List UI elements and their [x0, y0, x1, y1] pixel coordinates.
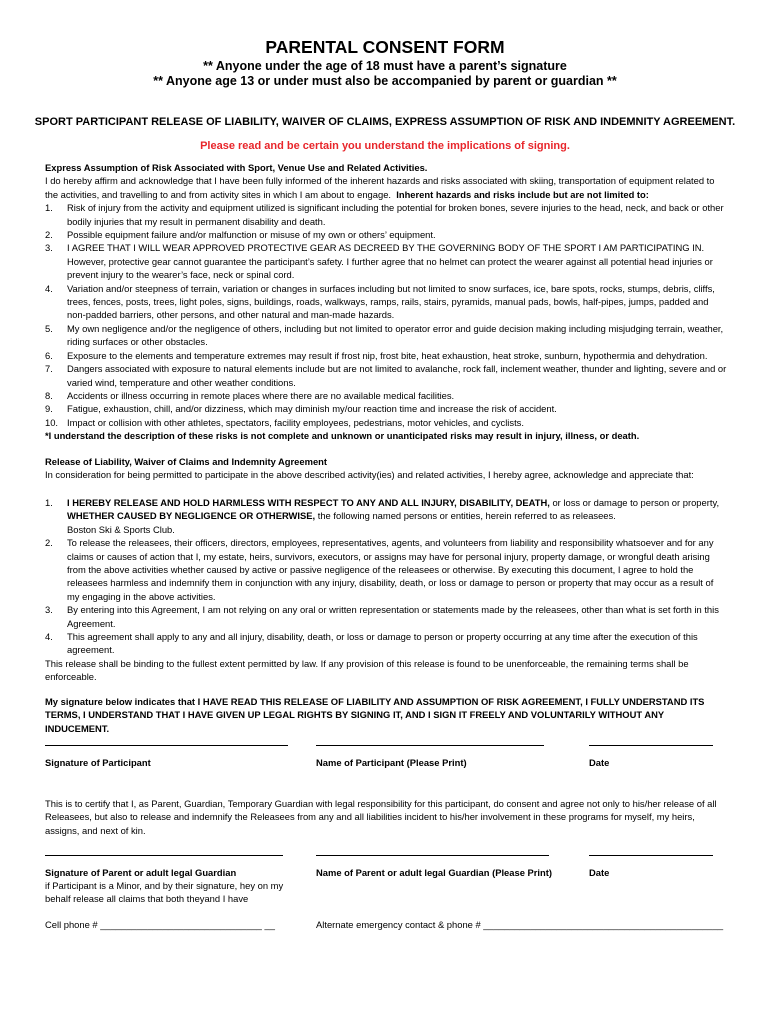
participant-signature-line[interactable]	[45, 745, 288, 746]
age-13-notice: ** Anyone age 13 or under must also be accompanied by parent or guardian **	[153, 74, 617, 88]
risk-list	[45, 201, 727, 429]
warning-text: Please read and be certain you understand the implications of signing.	[200, 140, 570, 152]
guardian-date-line[interactable]	[589, 855, 713, 856]
item-text: Risk of injury from the activity and equipment utilized is significant including the potential for broken bones, severe injuries to the head, neck, and back or other bodily injuries that my result in permanent disability and death.	[67, 202, 724, 227]
release-section	[45, 455, 727, 482]
item-number: 5.	[45, 322, 53, 334]
item-text: Dangers associated with exposure to natural elements include but are not limited to avalanche, rock fall, inclement weather, thunder and lighting, severe and or varied wind, temperature and other weather conditions.	[67, 363, 727, 388]
item-number: 10.	[45, 416, 59, 428]
list-item	[45, 362, 727, 389]
risk-intro-bold: Inherent hazards and risks include but are not limited to:	[396, 188, 649, 200]
guardian-date-label: Date	[589, 867, 610, 878]
list-item	[45, 603, 727, 630]
list-item	[45, 241, 727, 281]
item-number: 2.	[45, 229, 53, 241]
item-text: My own negligence and/or the negligence of others, including but not limited to operator error and guide decision making including misjudging terrain, weather, riding surfaces or other obstacles.	[67, 322, 724, 348]
list-item	[45, 496, 727, 536]
guardian-signature-line[interactable]	[45, 855, 283, 856]
alternate-contact-blank[interactable]: ______________________________________________	[483, 919, 724, 930]
guardian-name-label: Name of Parent or adult legal Guardian (Please Print)	[316, 867, 552, 878]
participant-name-line[interactable]	[316, 745, 544, 746]
guardian-note-line-1: if Participant is a Minor, and by their signature, hey on my	[45, 880, 284, 891]
list-item	[45, 282, 727, 322]
item-text: To release the releasees, their officers, directors, employees, representatives, agents, and volunteers from liability and responsibility whatsoever and for any claims or causes of action that I, my estate, heirs, survivors, executors, or assigns may have for personal injury, property damage, or wrongful death arising from the above activities whether caused by active or passive negligence of the releasees or otherwise. By executing this document, I agree to hold the releasees harmless and indemnify them in conjunction with any injury, disability, death, or loss or damage to person or property that may occur as a result of my engaging in the above activities.	[67, 537, 714, 602]
release-bold-text: I HEREBY RELEASE AND HOLD HARMLESS WITH RESPECT TO ANY AND ALL INJURY, DISABILITY, DEATH,	[67, 497, 550, 508]
cell-phone-label: Cell phone #	[45, 919, 98, 930]
alternate-contact-label: Alternate emergency contact & phone #	[316, 919, 481, 930]
participant-name-label: Name of Participant (Please Print)	[316, 757, 467, 768]
risk-section	[45, 161, 727, 443]
cell-phone-field[interactable]	[45, 918, 275, 931]
item-number: 7.	[45, 363, 53, 375]
list-item	[45, 228, 727, 241]
age-18-notice: ** Anyone under the age of 18 must have a parent’s signature	[203, 59, 567, 73]
item-text: This agreement shall apply to any and all injury, disability, death, or loss or damage to person or property occurring at any time after the execution of this agreement.	[67, 631, 698, 656]
release-bold-text-2: WHETHER CAUSED BY NEGLIGENCE OR OTHERWISE,	[67, 510, 316, 522]
item-number: 6.	[45, 349, 53, 361]
risk-intro-text: I do hereby affirm and acknowledge that I have been fully informed of the inherent hazards and risks associated with skiing, transportation of equipment related to the activities, and travelling to and from activity sites in which I am about to engage.	[45, 175, 715, 200]
release-binding: This release shall be binding to the fullest extent permitted by law. If any provision of this release is found to be unenforceable, the remaining terms shall be enforceable.	[45, 657, 689, 683]
acknowledgment: My signature below indicates that I HAVE READ THIS RELEASE OF LIABILITY AND ASSUMPTION OF RISK AGREEMENT, I FULLY UNDERSTAND ITS TERMS, I UNDERSTAND THAT I HAVE GIVEN UP LEGAL RIGHTS BY SIGNING IT, AND I SIGN IT FREELY AND VOLUNTARILY WITHOUT ANY INDUCEMENT.	[45, 696, 705, 734]
item-text: Possible equipment failure and/or malfunction or misuse of my own or others’ equipment.	[67, 229, 436, 241]
list-item	[45, 322, 727, 349]
item-number: 8.	[45, 389, 53, 401]
list-item	[45, 349, 727, 362]
participant-signature-label: Signature of Participant	[45, 757, 151, 768]
item-text: Variation and/or steepness of terrain, variation or changes in surfaces including but not limited to snow surfaces, ice, bare spots, rocks, stumps, debris, cliffs, trees, fences, posts, trees, light poles, signs, buildings, roads, walkways, ramps, rails, stairs, pyramids, manual pads, bowls, half-pipes, jumps, padded and non-padded barriers, other persons, and other natural and man-made hazards.	[67, 282, 715, 321]
risk-intro	[45, 174, 727, 201]
item-text: Fatigue, exhaustion, chill, and/or dizziness, which may diminish my/our reaction time and increase the risk of accident.	[67, 403, 557, 415]
item-number: 4.	[45, 631, 53, 643]
list-item	[45, 402, 727, 415]
risk-closing: *I understand the description of these risks is not complete and unknown or unanticipated risks may result in injury, illness, or death.	[45, 430, 640, 442]
guardian-note-line-2: behalf release all claims that both theyand I have	[45, 893, 249, 904]
item-text: By entering into this Agreement, I am not relying on any oral or written representation or statements made by the releasees, other than what is set forth in this Agreement.	[67, 604, 719, 629]
guardian-signature-label: Signature of Parent or adult legal Guardian	[45, 867, 237, 878]
list-item	[45, 536, 727, 603]
item-number: 3.	[45, 242, 53, 254]
form-title: PARENTAL CONSENT FORM	[265, 37, 505, 57]
item-number: 1.	[45, 202, 53, 214]
item-text: Exposure to the elements and temperature extremes may result if frost nip, frost bite, heat exhaustion, heat stroke, sunburn, hypothermia and dehydration.	[67, 349, 708, 361]
list-item	[45, 630, 727, 657]
release-intro: In consideration for being permitted to participate in the above described activity(ies) and related activities, I hereby agree, acknowledge and appreciate that:	[45, 469, 694, 481]
list-item	[45, 201, 727, 228]
releasee-name: Boston Ski & Sports Club.	[67, 523, 175, 535]
guardian-certification: This is to certify that I, as Parent, Guardian, Temporary Guardian with legal responsibility for this participant, do consent and agree not only to his/her release of all Releasees, but also to release and indemnify the Releasees from any and all liabilities incident to his/her involvement in these programs for myself, my heirs, assigns, and next of kin.	[45, 798, 717, 836]
release-list	[45, 496, 727, 657]
participant-date-line[interactable]	[589, 745, 713, 746]
agreement-heading: SPORT PARTICIPANT RELEASE OF LIABILITY, WAIVER OF CLAIMS, EXPRESS ASSUMPTION OF RISK AND INDEMNITY AGREEMENT.	[34, 116, 736, 128]
release-text: or loss or damage to person or property,	[552, 497, 720, 508]
item-text: Accidents or illness occurring in remote places where there are no available medical facilities.	[67, 389, 455, 401]
item-number: 4.	[45, 282, 53, 294]
item-number: 1.	[45, 497, 53, 508]
item-number: 2.	[45, 537, 53, 549]
risk-heading: Express Assumption of Risk Associated with Sport, Venue Use and Related Activities.	[45, 162, 428, 173]
release-heading: Release of Liability, Waiver of Claims and Indemnity Agreement	[45, 456, 328, 467]
guardian-name-line[interactable]	[316, 855, 549, 856]
release-list-block	[45, 496, 727, 684]
cell-phone-blank[interactable]: _______________________________ __	[100, 919, 275, 930]
list-item	[45, 389, 727, 402]
alternate-contact-field[interactable]	[316, 918, 723, 931]
item-number: 9.	[45, 403, 53, 415]
participant-date-label: Date	[589, 757, 610, 768]
list-item	[45, 416, 727, 429]
release-text-2: the following named persons or entities, herein referred to as releasees.	[317, 510, 616, 522]
item-text: Impact or collision with other athletes, spectators, facility employees, pedestrians, motor vehicles, and cyclists.	[67, 416, 524, 428]
item-number: 3.	[45, 604, 53, 616]
item-text: I AGREE THAT I WILL WEAR APPROVED PROTECTIVE GEAR AS DECREED BY THE GOVERNING BODY OF THE SPORT I AM PARTICIPATING IN. However, protective gear cannot guarantee the participant’s safety. I further agree that no helmet can protect the wearer against all potential head injuries or prevent injury to the wearer’s face, neck or spinal cord.	[67, 242, 713, 281]
